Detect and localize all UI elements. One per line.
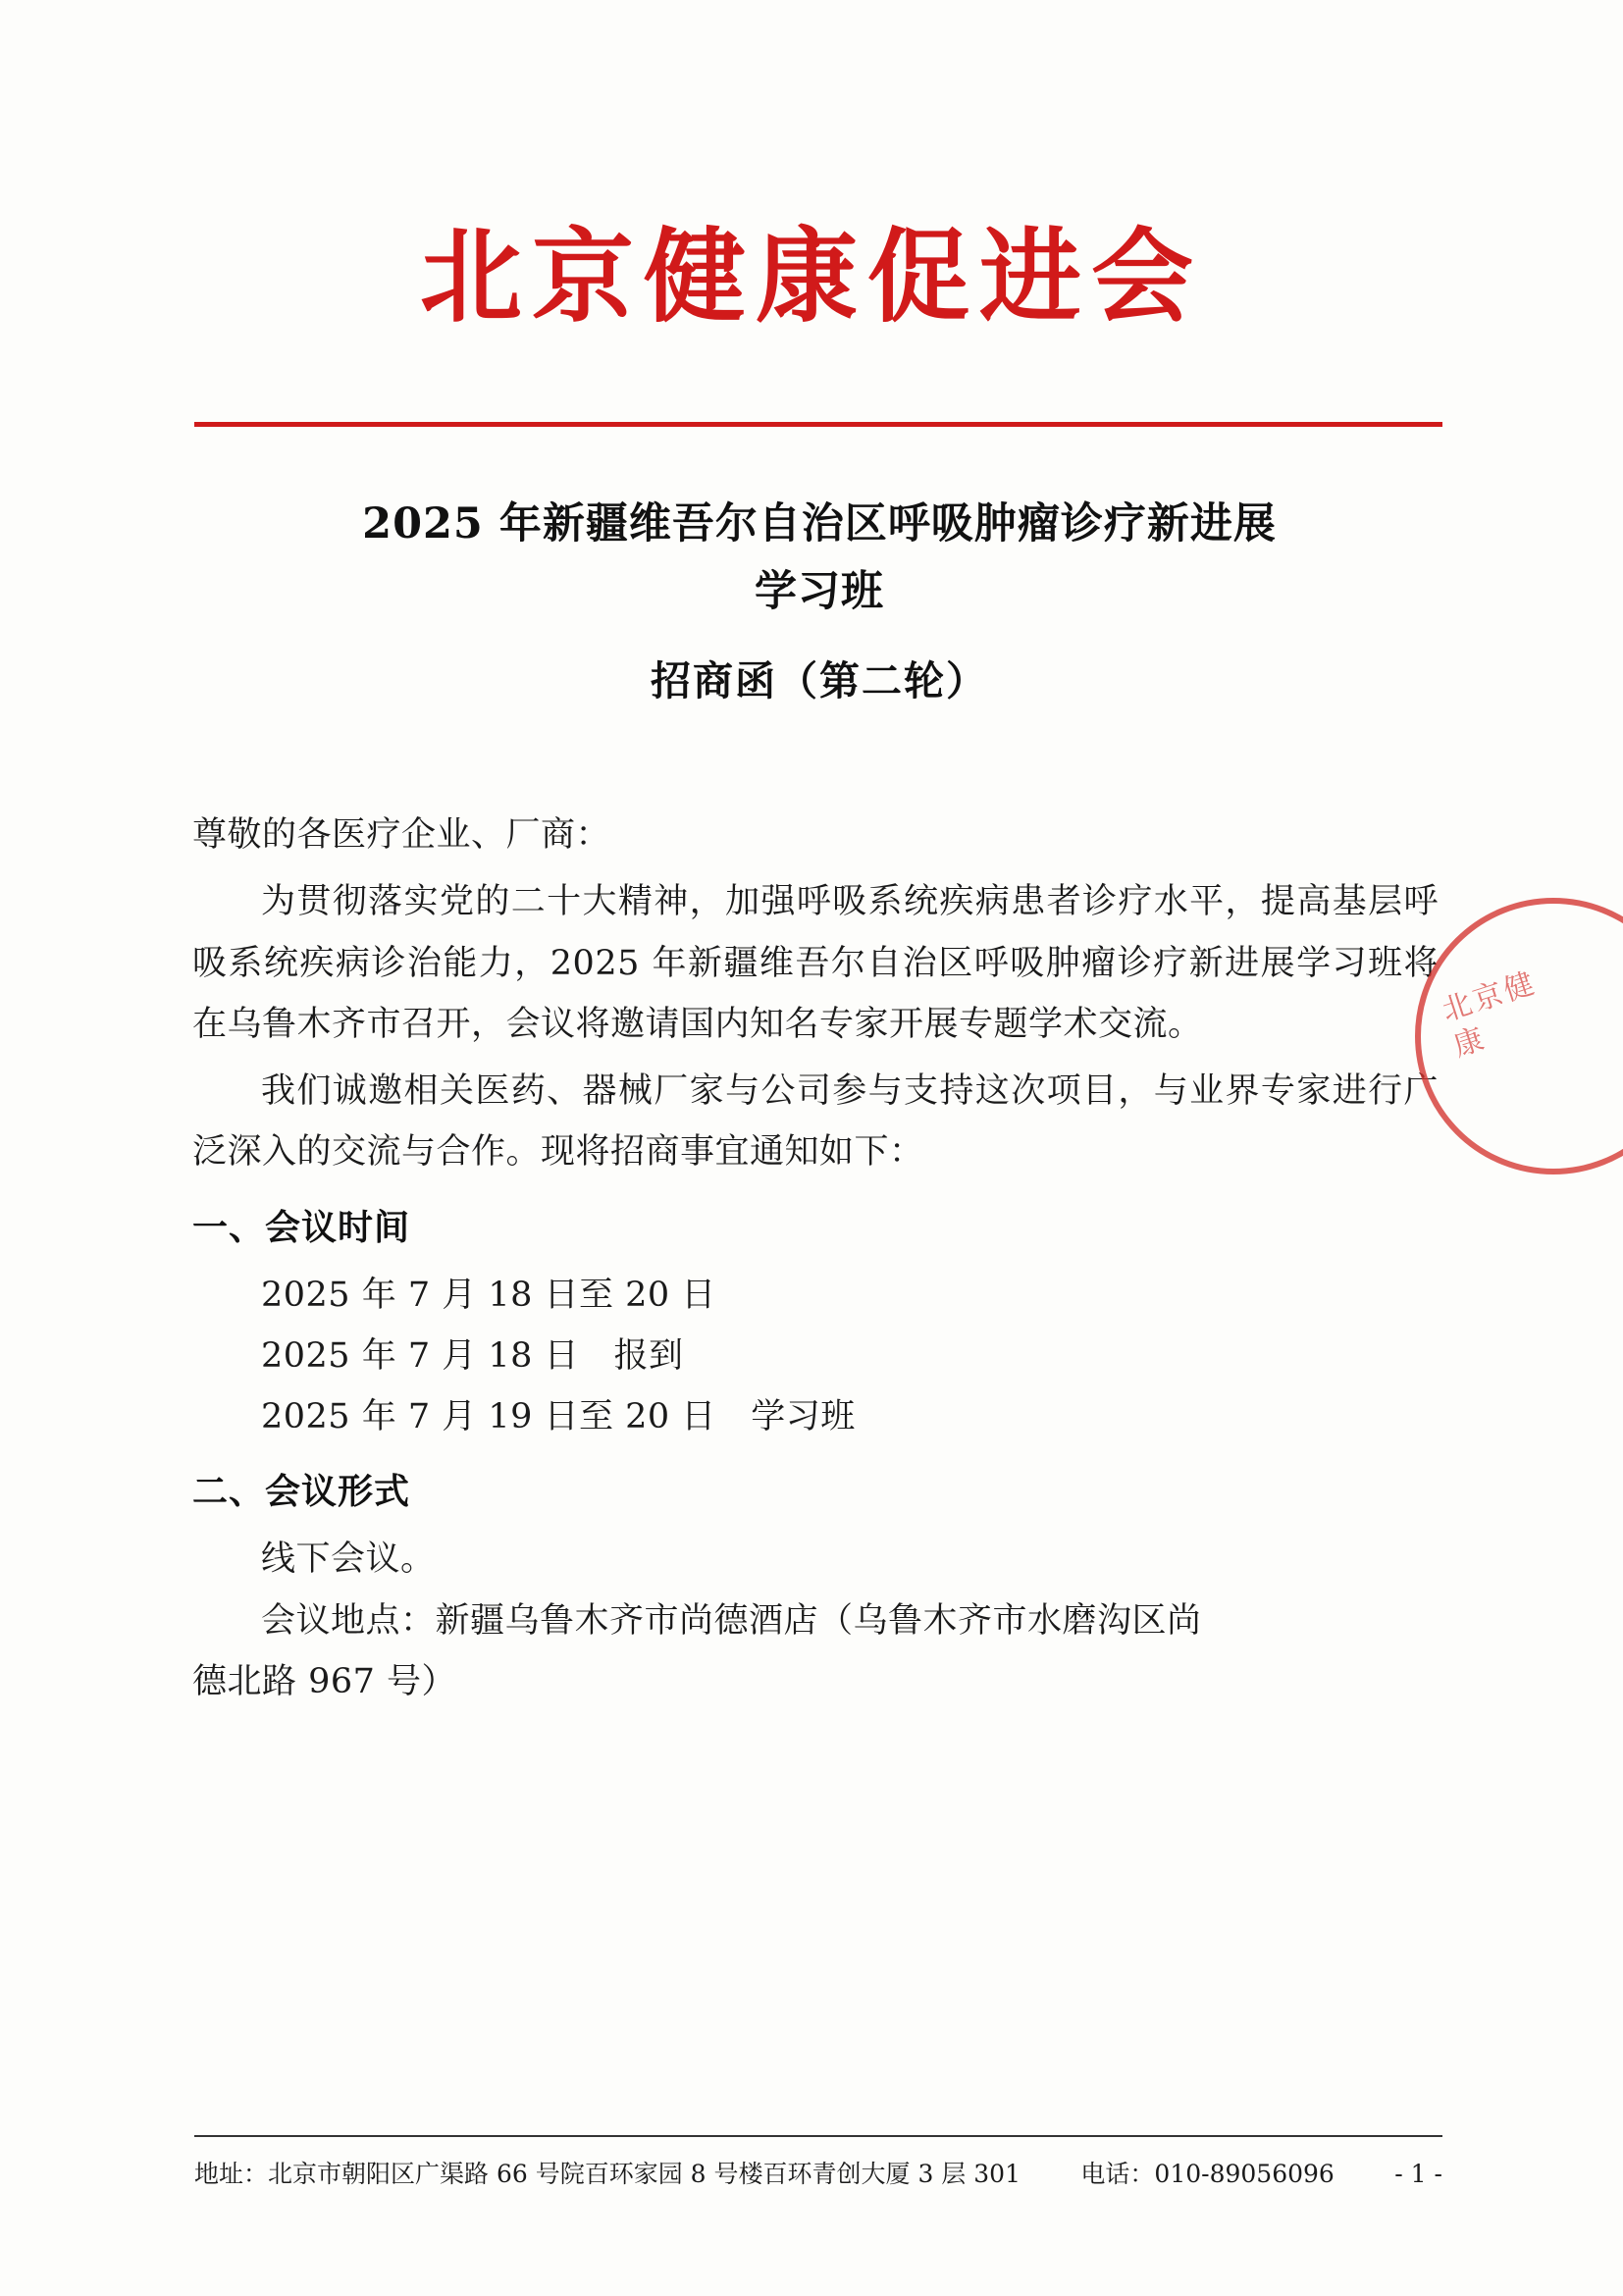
meeting-time-line-2: 2025 年 7 月 18 日 报到 [261, 1335, 684, 1376]
document-title-line2: 学习班 [755, 566, 884, 616]
document-title-line1: 2025 年新疆维吾尔自治区呼吸肿瘤诊疗新进展 [362, 499, 1277, 548]
body-paragraph-1: 为贯彻落实党的二十大精神，加强呼吸系统疾病患者诊疗水平，提高基层呼吸系统疾病诊治能力，2025 年新疆维吾尔自治区呼吸肿瘤诊疗新进展学习班将在乌鲁木齐市召开，会议将邀请国内知名专家开展专题学术交流。 [192, 882, 1439, 1044]
meeting-format-line-1: 线下会议。 [261, 1539, 436, 1580]
section-heading-meeting-time: 一、会议时间 [192, 1207, 411, 1248]
meeting-venue-line-2: 德北路 967 号） [192, 1661, 457, 1701]
salutation: 尊敬的各医疗企业、厂商： [192, 815, 611, 855]
organization-name: 北京健康促进会 [419, 217, 1203, 337]
footer-divider [194, 2135, 1442, 2137]
seal-text: 北京健康 [1438, 965, 1542, 1064]
meeting-venue-line-1: 会议地点：新疆乌鲁木齐市尚德酒店（乌鲁木齐市水磨沟区尚 [261, 1600, 1202, 1641]
footer-address: 地址：北京市朝阳区广渠路 66 号院百环家园 8 号楼百环青创大厦 3 层 301 [194, 2160, 1021, 2188]
footer-telephone: 电话：010-89056096 [1080, 2160, 1335, 2188]
official-seal-icon [1415, 898, 1623, 1174]
document-subtitle: 招商函（第二轮） [651, 656, 988, 704]
section-heading-meeting-format: 二、会议形式 [192, 1472, 411, 1513]
body-paragraph-2: 我们诚邀相关医药、器械厂家与公司参与支持这次项目，与业界专家进行广泛深入的交流与合作。现将招商事宜通知如下： [192, 1071, 1439, 1173]
document-body [192, 805, 1439, 1712]
meeting-time-line-3: 2025 年 7 月 19 日至 20 日 学习班 [261, 1397, 856, 1437]
page-footer [194, 2155, 1442, 2190]
footer-page-number: - 1 - [1394, 2160, 1442, 2188]
meeting-time-line-1: 2025 年 7 月 18 日至 20 日 [261, 1275, 716, 1315]
title-block [191, 491, 1447, 713]
letterhead [0, 217, 1623, 337]
letterhead-divider [194, 422, 1442, 427]
